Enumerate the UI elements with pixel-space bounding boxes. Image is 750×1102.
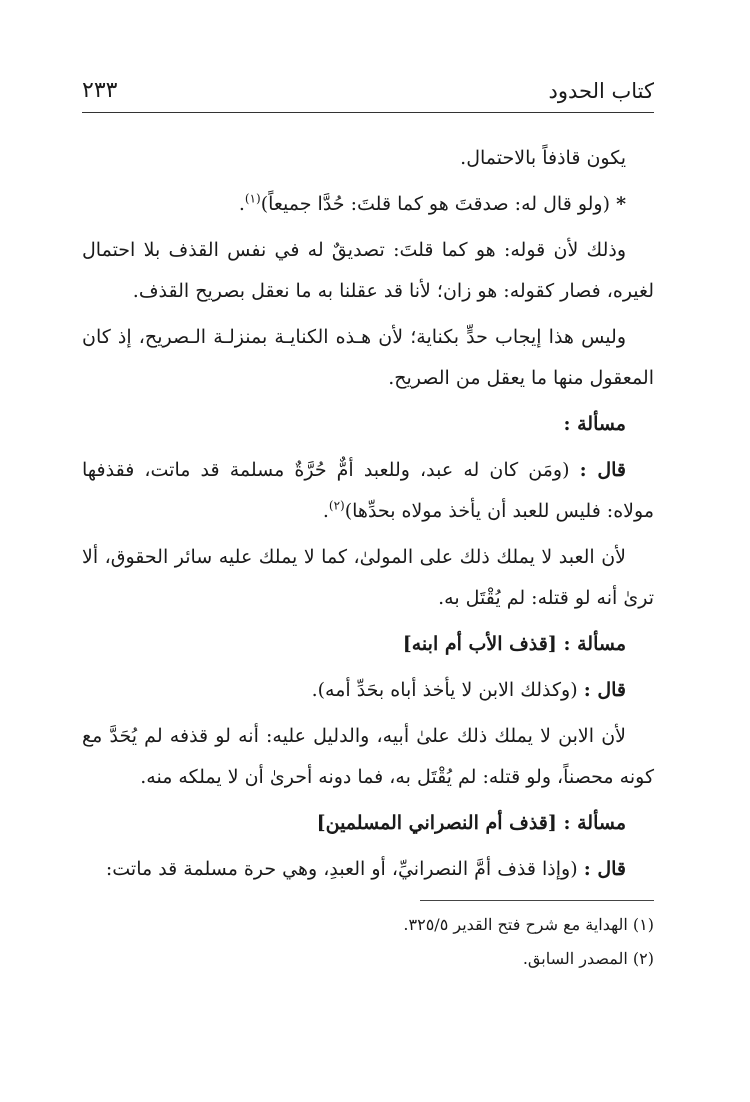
paragraph-9-text: (وإذا قذف أمَّ النصرانيِّ، أو العبدِ، وهي حرة مسلمة قد ماتت: — [105, 858, 578, 880]
paragraph-5-end: . — [322, 500, 329, 522]
paragraph-7-text: (وكذلك الابن لا يأخذ أباه بحَدِّ أمه). — [311, 679, 578, 701]
paragraph-8: لأن الابن لا يملك ذلك علىٰ أبيه، والدليل عليه: أنه لو قذفه لم يُحَدَّ مع كونه محصناً، ولو قتله: لم يُقْتَل به، فما دونه أحرىٰ أن لا يملكه منه. — [82, 725, 654, 788]
paragraph-5-text: (ومَن كان له عبد، وللعبد أمٌّ حُرَّةٌ مسلمة قد ماتت، فقذفها مولاه: فليس للعبد أن يأخذ مولاه بحدِّها) — [82, 459, 654, 522]
star-marker: * — [616, 193, 626, 215]
paragraph-2-text: (ولو قال له: صدقتَ هو كما قلتَ: حُدَّا جميعاً) — [260, 193, 611, 215]
section-heading-3: مسألة : [قذف أم النصراني المسلمين] — [316, 812, 626, 834]
paragraph-5 — [82, 450, 654, 532]
page-header — [82, 76, 654, 110]
paragraph-2-end: . — [238, 193, 245, 215]
paragraph-4: وليس هذا إيجاب حدٍّ بكناية؛ لأن هـذه الكنايـة بمنزلـة الـصريح، إذ كان المعقول منها ما يعقل من الصريح. — [82, 326, 654, 389]
footnote-2: (٢) المصدر السابق. — [522, 949, 654, 968]
qala-label: قال : — [579, 459, 626, 481]
qala-label: قال : — [583, 858, 626, 880]
footnote-ref-2: (٢) — [328, 498, 345, 513]
running-title: كتاب الحدود — [548, 79, 654, 103]
footnote-1: (١) الهداية مع شرح فتح القدير ٣٢٥/٥. — [403, 915, 654, 934]
paragraph-1: يكون قاذفاً بالاحتمال. — [460, 147, 626, 169]
paragraph-7 — [82, 670, 654, 711]
header-rule — [82, 112, 654, 113]
paragraph-3: وذلك لأن قوله: هو كما قلتَ: تصديقٌ له في نفس القذف بلا احتمال لغيره، فصار كقوله: هو زان؛ لأنا قد عقلنا به ما نعقل بصريح القذف. — [82, 239, 654, 302]
footnote-rule — [420, 900, 654, 901]
section-heading-2: مسألة : [قذف الأب أم ابنه] — [402, 633, 626, 655]
qala-label: قال : — [583, 679, 626, 701]
section-heading-1: مسألة : — [563, 413, 626, 435]
paragraph-2 — [82, 184, 654, 225]
paragraph-9 — [82, 849, 654, 890]
footnotes — [154, 908, 654, 976]
footnote-ref-1: (١) — [244, 191, 261, 206]
page-number: ٢٣٣ — [82, 78, 118, 103]
main-text — [82, 138, 654, 895]
paragraph-6: لأن العبد لا يملك ذلك على المولىٰ، كما لا يملك عليه سائر الحقوق، ألا ترىٰ أنه لو قتله: لم يُقْتَل به. — [82, 546, 654, 609]
